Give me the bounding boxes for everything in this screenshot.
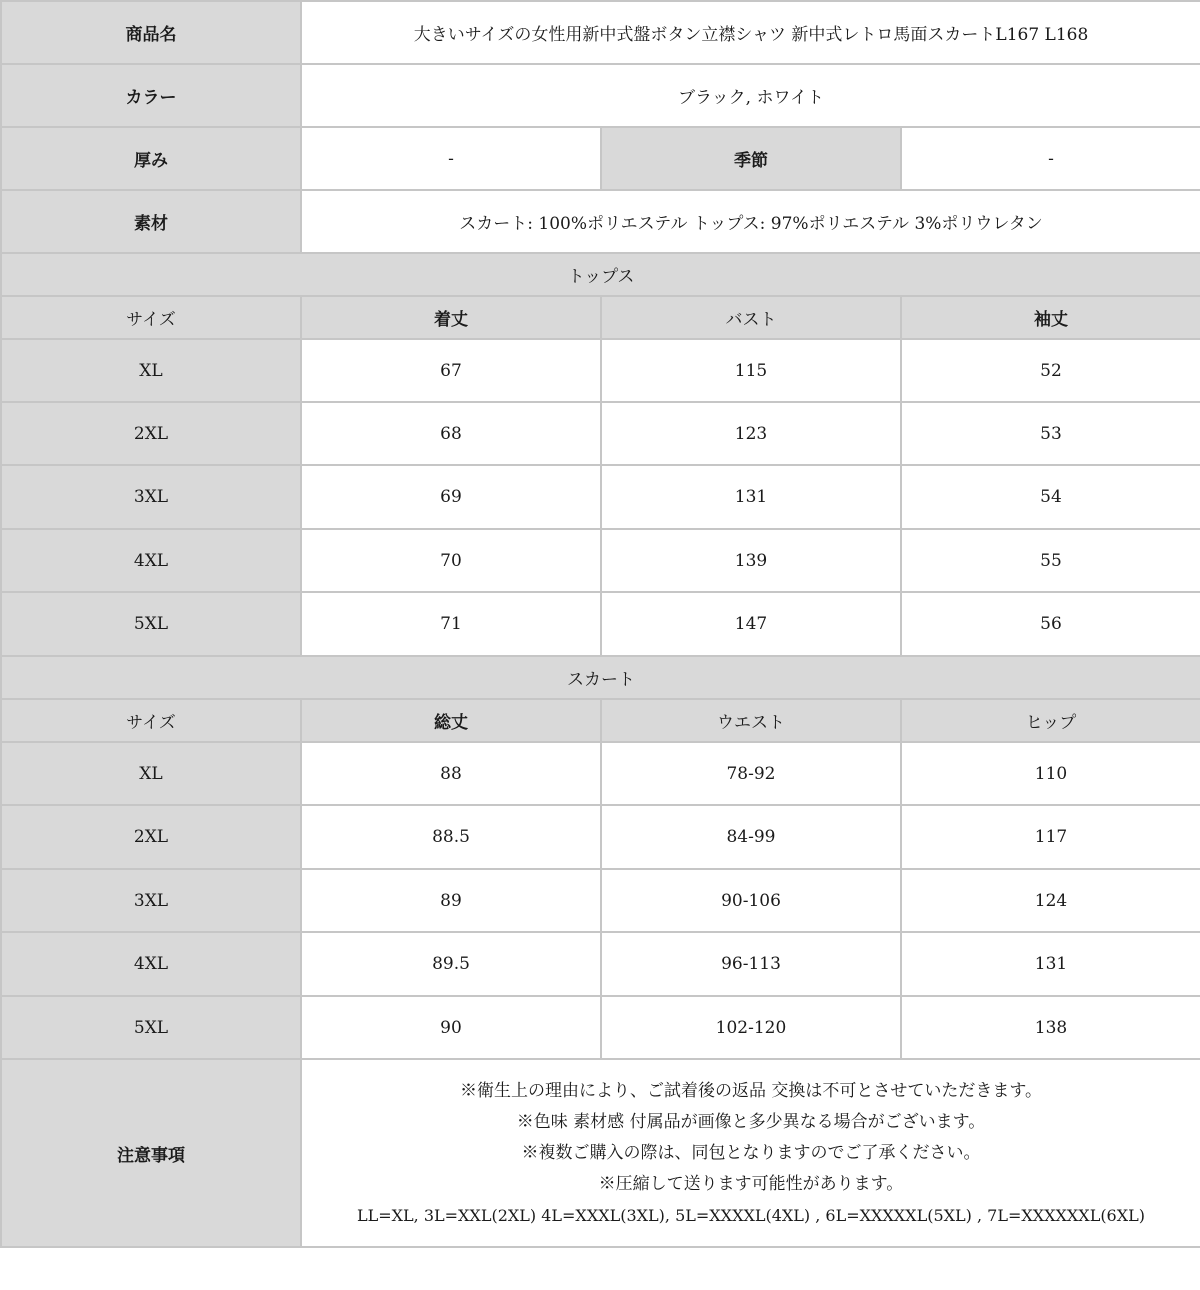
note-line-size-conversion: LL=XL, 3L=XXL(2XL) 4L=XXXL(3XL), 5L=XXXXL(4XL) , 6L=XXXXXL(5XL) , 7L=XXXXXXL(6XL)	[356, 1205, 1145, 1225]
tops-header-size: サイズ	[1, 296, 301, 339]
skirt-hip-cell: 131	[901, 932, 1200, 996]
skirt-length-cell: 88	[301, 742, 601, 805]
tops-sleeve-cell: 55	[901, 529, 1200, 592]
skirt-size-cell: 2XL	[1, 805, 301, 869]
table-row	[1, 996, 1200, 1059]
skirt-waist-cell: 84-99	[601, 805, 901, 869]
tops-sleeve-cell: 52	[901, 339, 1200, 402]
skirt-hip-cell: 117	[901, 805, 1200, 869]
note-line-multiple: ※複数ご購入の際は、同包となりますのでご了承ください。	[521, 1142, 981, 1163]
tops-bust-cell: 139	[601, 529, 901, 592]
skirt-size-cell: 4XL	[1, 932, 301, 996]
tops-length-cell: 70	[301, 529, 601, 592]
tops-section-title: トップス	[1, 253, 1200, 296]
tops-sleeve-cell: 54	[901, 465, 1200, 529]
table-row	[1, 339, 1200, 402]
skirt-length-cell: 89	[301, 869, 601, 932]
tops-sleeve-cell: 53	[901, 402, 1200, 465]
tops-length-cell: 67	[301, 339, 601, 402]
skirt-section-header	[1, 656, 1200, 699]
table-row	[1, 869, 1200, 932]
thickness-season-row	[1, 127, 1200, 190]
tops-header-length: 着丈	[301, 296, 601, 339]
table-row	[1, 402, 1200, 465]
skirt-header-waist: ウエスト	[601, 699, 901, 742]
material-label: 素材	[1, 190, 301, 253]
notes-content	[301, 1059, 1200, 1247]
tops-length-cell: 69	[301, 465, 601, 529]
tops-section-header	[1, 253, 1200, 296]
table-row	[1, 592, 1200, 656]
skirt-length-cell: 88.5	[301, 805, 601, 869]
skirt-length-cell: 89.5	[301, 932, 601, 996]
product-name-row	[1, 1, 1200, 64]
material-row	[1, 190, 1200, 253]
skirt-waist-cell: 102-120	[601, 996, 901, 1059]
skirt-waist-cell: 78-92	[601, 742, 901, 805]
note-line-color: ※色味 素材感 付属品が画像と多少異なる場合がございます。	[516, 1111, 986, 1132]
tops-length-cell: 68	[301, 402, 601, 465]
season-label: 季節	[601, 127, 901, 190]
skirt-waist-cell: 96-113	[601, 932, 901, 996]
skirt-hip-cell: 124	[901, 869, 1200, 932]
skirt-header-length: 総丈	[301, 699, 601, 742]
skirt-size-cell: 5XL	[1, 996, 301, 1059]
skirt-size-cell: XL	[1, 742, 301, 805]
notes-row	[1, 1059, 1200, 1247]
table-row	[1, 529, 1200, 592]
tops-sleeve-cell: 56	[901, 592, 1200, 656]
note-line-hygiene: ※衛生上の理由により、ご試着後の返品 交換は不可とさせていただきます。	[459, 1080, 1043, 1101]
notes-label: 注意事項	[1, 1059, 301, 1247]
tops-column-headers	[1, 296, 1200, 339]
skirt-hip-cell: 138	[901, 996, 1200, 1059]
tops-bust-cell: 131	[601, 465, 901, 529]
tops-size-cell: 2XL	[1, 402, 301, 465]
color-row	[1, 64, 1200, 127]
skirt-column-headers	[1, 699, 1200, 742]
tops-size-cell: 3XL	[1, 465, 301, 529]
tops-bust-cell: 147	[601, 592, 901, 656]
table-row	[1, 805, 1200, 869]
skirt-length-cell: 90	[301, 996, 601, 1059]
skirt-hip-cell: 110	[901, 742, 1200, 805]
skirt-size-cell: 3XL	[1, 869, 301, 932]
note-line-compression: ※圧縮して送ります可能性があります。	[598, 1173, 904, 1194]
tops-size-cell: 4XL	[1, 529, 301, 592]
tops-size-cell: XL	[1, 339, 301, 402]
season-value: -	[901, 127, 1200, 190]
tops-header-bust: バスト	[601, 296, 901, 339]
product-name-value: 大きいサイズの女性用新中式盤ボタン立襟シャツ 新中式レトロ馬面スカートL167 L168	[301, 1, 1200, 64]
table-row	[1, 932, 1200, 996]
thickness-value: -	[301, 127, 601, 190]
skirt-header-hip: ヒップ	[901, 699, 1200, 742]
tops-length-cell: 71	[301, 592, 601, 656]
color-value: ブラック, ホワイト	[301, 64, 1200, 127]
color-label: カラー	[1, 64, 301, 127]
tops-header-sleeve: 袖丈	[901, 296, 1200, 339]
skirt-waist-cell: 90-106	[601, 869, 901, 932]
tops-size-cell: 5XL	[1, 592, 301, 656]
material-value: スカート: 100%ポリエステル トップス: 97%ポリエステル 3%ポリウレタン	[301, 190, 1200, 253]
table-row	[1, 742, 1200, 805]
skirt-section-title: スカート	[1, 656, 1200, 699]
skirt-header-size: サイズ	[1, 699, 301, 742]
thickness-label: 厚み	[1, 127, 301, 190]
tops-bust-cell: 123	[601, 402, 901, 465]
tops-bust-cell: 115	[601, 339, 901, 402]
product-name-label: 商品名	[1, 1, 301, 64]
table-row	[1, 465, 1200, 529]
